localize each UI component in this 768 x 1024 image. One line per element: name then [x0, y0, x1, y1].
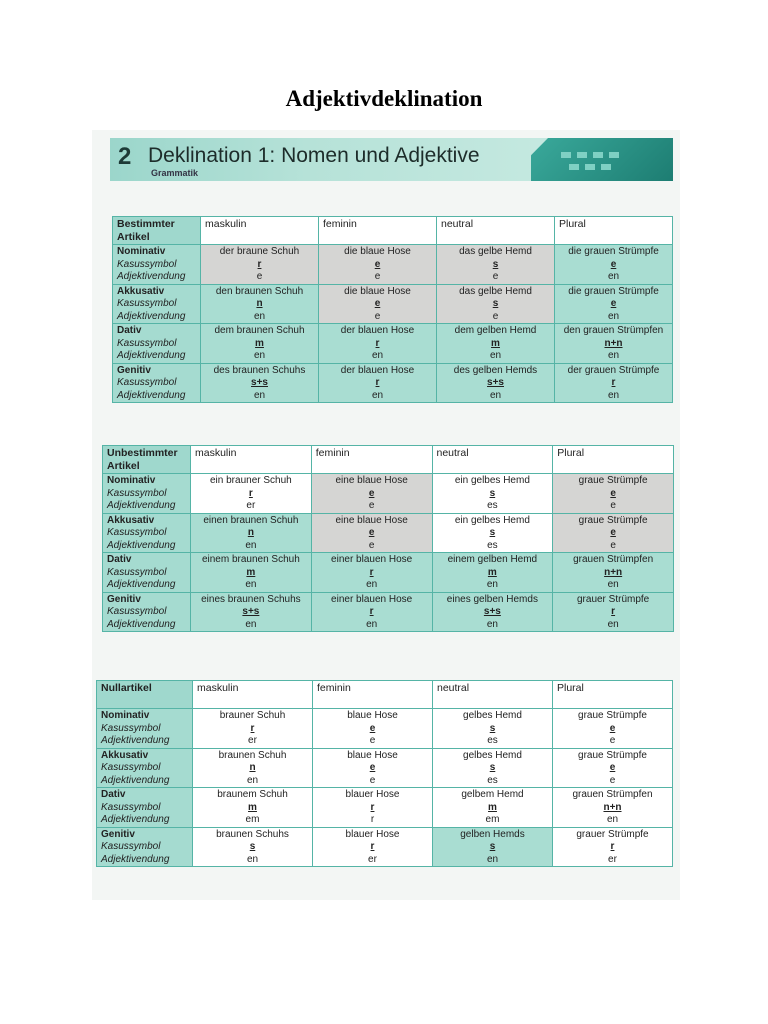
declension-cell	[319, 284, 437, 324]
case-label-cell	[103, 513, 191, 553]
case-label-cell	[103, 553, 191, 593]
case-symbol: e	[368, 527, 375, 538]
declension-cell	[433, 827, 553, 867]
gender-header: Plural	[553, 681, 673, 709]
adjective-ending: e	[369, 735, 376, 746]
case-symbol: n+n	[603, 801, 622, 813]
declension-cell	[313, 827, 433, 867]
article-type-label: Bestimmter	[117, 218, 175, 230]
example-phrase: ein brauner Schuh	[210, 475, 292, 486]
adjective-ending: e	[368, 539, 375, 551]
symbol-row-label: Kasussymbol	[107, 527, 167, 538]
example-phrase: des gelben Hemds	[453, 364, 538, 376]
example-phrase: einer blauen Hose	[331, 554, 413, 565]
article-type-header	[103, 446, 191, 474]
gender-header: neutral	[433, 681, 553, 709]
case-label-cell	[103, 592, 191, 632]
case-symbol: n+n	[604, 566, 623, 578]
header-row	[103, 446, 674, 474]
symbol-row-label: Kasussymbol	[117, 258, 177, 270]
example-phrase: eines gelben Hemds	[446, 593, 538, 605]
example-phrase: gelbes Hemd	[463, 710, 522, 721]
adjective-ending: e	[609, 774, 616, 786]
case-symbol: s	[489, 527, 496, 538]
example-phrase: graue Strümpfe	[578, 475, 648, 486]
symbol-row-label: Kasussymbol	[117, 298, 177, 309]
symbol-row-label: Kasussymbol	[117, 337, 177, 349]
example-phrase: die blaue Hose	[344, 246, 411, 257]
adjective-ending: em	[245, 814, 260, 825]
case-name: Nominativ	[101, 710, 150, 721]
example-phrase: grauen Strümpfen	[573, 554, 654, 565]
chapter-subtitle: Grammatik	[151, 168, 199, 178]
adjective-ending: en	[253, 310, 266, 322]
case-row	[97, 788, 673, 828]
article-type-header	[97, 681, 193, 709]
case-symbol: r	[369, 566, 374, 578]
declension-cell	[193, 748, 313, 788]
adjective-ending: en	[253, 350, 266, 361]
ending-row-label: Adjektivendung	[107, 500, 176, 511]
declension-cell	[553, 748, 673, 788]
case-symbol: r	[250, 722, 255, 734]
case-symbol: e	[610, 298, 617, 309]
symbol-row-label: Kasussymbol	[101, 722, 161, 734]
symbol-row-label: Kasussymbol	[101, 841, 161, 852]
scanned-textbook-page	[92, 130, 680, 900]
gender-header: maskulin	[201, 217, 319, 245]
case-symbol: m	[488, 801, 497, 813]
declension-cell	[191, 553, 312, 593]
adjective-ending: en	[245, 539, 257, 551]
case-symbol: m	[246, 566, 256, 578]
article-type-label: Unbestimmter	[107, 447, 178, 459]
example-phrase: grauen Strümpfen	[572, 789, 653, 800]
symbol-row-label: Kasussymbol	[107, 606, 167, 617]
declension-cell	[553, 592, 674, 632]
example-phrase: einem braunen Schuh	[201, 554, 300, 565]
case-name: Dativ	[107, 554, 132, 565]
symbol-row-label: Kasussymbol	[107, 487, 167, 499]
declension-cell	[313, 788, 433, 828]
declension-cell	[553, 709, 673, 749]
ending-row-label: Adjektivendung	[101, 814, 170, 825]
case-symbol: m	[491, 337, 500, 349]
declension-cell	[433, 709, 553, 749]
symbol-row-label: Kasussymbol	[107, 566, 167, 578]
example-phrase: das gelbe Hemd	[459, 246, 532, 257]
adjective-ending: en	[366, 618, 378, 630]
case-symbol: e	[369, 762, 376, 773]
adjective-ending: en	[486, 853, 499, 865]
gender-header: neutral	[432, 446, 553, 474]
case-symbol: s	[489, 841, 496, 852]
case-name: Genitiv	[117, 364, 151, 376]
case-name: Akkusativ	[107, 514, 155, 526]
declension-cell	[201, 284, 319, 324]
example-phrase: des braunen Schuhs	[213, 364, 306, 376]
blocks-illustration	[531, 138, 673, 181]
adjective-ending: e	[256, 271, 263, 282]
adjective-ending: en	[366, 579, 378, 590]
case-symbol: r	[370, 801, 375, 813]
case-row	[113, 245, 673, 285]
gender-header: maskulin	[193, 681, 313, 709]
case-row	[103, 513, 674, 553]
case-symbol: e	[374, 298, 381, 309]
adjective-ending: e	[374, 271, 381, 282]
declension-cell	[311, 474, 432, 514]
example-phrase: ein gelbes Hemd	[454, 475, 530, 486]
ending-row-label: Adjektivendung	[107, 618, 176, 630]
case-row	[103, 474, 674, 514]
case-row	[97, 709, 673, 749]
case-name: Genitiv	[107, 593, 141, 605]
symbol-row-label: Kasussymbol	[101, 762, 161, 773]
adjective-ending: en	[246, 853, 259, 865]
case-label-cell	[113, 284, 201, 324]
case-symbol: e	[610, 258, 617, 270]
case-symbol: s	[492, 258, 499, 270]
adjective-ending: en	[607, 579, 619, 590]
chapter-number: 2	[118, 143, 132, 170]
case-name: Dativ	[101, 789, 126, 800]
declension-cell	[553, 788, 673, 828]
declension-cell	[191, 474, 312, 514]
ending-row-label: Adjektivendung	[117, 310, 186, 322]
declension-cell	[432, 553, 553, 593]
article-type-label: Artikel	[107, 459, 140, 472]
ending-row-label: Adjektivendung	[107, 539, 176, 551]
case-symbol: r	[611, 606, 616, 617]
declension-cell	[553, 513, 674, 553]
case-symbol: s	[489, 722, 496, 734]
adjective-ending: en	[607, 310, 620, 322]
case-label-cell	[113, 324, 201, 364]
case-name: Nominativ	[107, 475, 156, 486]
case-name: Dativ	[117, 325, 142, 336]
adjective-ending: e	[492, 271, 499, 282]
case-symbol: r	[257, 258, 262, 270]
declension-cell	[191, 513, 312, 553]
case-symbol: n	[247, 527, 254, 538]
symbol-row-label: Kasussymbol	[101, 801, 161, 813]
gender-header: maskulin	[191, 446, 312, 474]
adjective-ending: en	[253, 389, 266, 401]
adjective-ending: en	[486, 618, 498, 630]
example-phrase: der grauen Strümpfe	[567, 364, 660, 376]
example-phrase: eine blaue Hose	[335, 514, 408, 526]
case-symbol: e	[374, 258, 381, 270]
case-row	[113, 324, 673, 364]
example-phrase: grauer Strümpfe	[576, 593, 650, 605]
ending-row-label: Adjektivendung	[117, 350, 186, 361]
case-label-cell	[97, 788, 193, 828]
case-symbol: e	[610, 527, 616, 538]
declension-cell	[432, 592, 553, 632]
case-symbol: s	[489, 487, 496, 499]
case-symbol: s	[492, 298, 499, 309]
declension-cell	[311, 553, 432, 593]
declension-cell	[555, 284, 673, 324]
declension-cell	[201, 245, 319, 285]
declension-cell	[319, 324, 437, 364]
case-label-cell	[113, 245, 201, 285]
case-label-cell	[103, 474, 191, 514]
declension-cell	[553, 474, 674, 514]
case-symbol: s	[489, 762, 496, 773]
case-name: Nominativ	[117, 246, 166, 257]
case-symbol: s+s	[483, 606, 501, 617]
example-phrase: eine blaue Hose	[335, 475, 408, 486]
case-symbol: m	[255, 337, 264, 349]
example-phrase: braunen Schuh	[218, 749, 287, 761]
example-phrase: blaue Hose	[347, 749, 398, 761]
case-symbol: r	[375, 377, 380, 388]
case-symbol: n	[256, 298, 263, 309]
declension-cell	[201, 363, 319, 403]
adjective-ending: e	[369, 774, 376, 786]
example-phrase: einer blauen Hose	[331, 593, 413, 605]
case-row	[103, 592, 674, 632]
case-symbol: r	[375, 337, 380, 349]
symbol-row-label: Kasussymbol	[117, 377, 177, 388]
adjective-ending: er	[248, 735, 257, 746]
case-symbol: n+n	[604, 337, 623, 349]
declension-cell	[201, 324, 319, 364]
definite-article-table	[112, 216, 673, 403]
example-phrase: gelbes Hemd	[463, 749, 522, 761]
case-symbol: e	[610, 487, 616, 499]
example-phrase: der blauen Hose	[340, 364, 415, 376]
adjective-ending: e	[368, 500, 375, 511]
case-label-cell	[97, 748, 193, 788]
declension-cell	[437, 284, 555, 324]
declension-cell	[193, 709, 313, 749]
adjective-ending: es	[487, 539, 498, 551]
example-phrase: braunen Schuhs	[216, 828, 289, 840]
declension-cell	[319, 363, 437, 403]
case-label-cell	[97, 827, 193, 867]
example-phrase: blauer Hose	[345, 828, 400, 840]
adjective-ending: en	[246, 774, 259, 786]
ending-row-label: Adjektivendung	[107, 579, 176, 590]
declension-cell	[432, 513, 553, 553]
case-symbol: n	[249, 762, 256, 773]
adjective-ending: en	[489, 389, 502, 401]
adjective-ending: en	[486, 579, 498, 590]
adjective-ending: en	[607, 389, 620, 401]
chapter-title: Deklination 1: Nomen und Adjektive	[148, 144, 480, 167]
gender-header: neutral	[437, 217, 555, 245]
adjective-ending: en	[245, 579, 257, 590]
adjective-ending: es	[487, 735, 498, 746]
adjective-ending: er	[368, 853, 377, 865]
case-symbol: e	[368, 487, 375, 499]
example-phrase: der braune Schuh	[219, 246, 300, 257]
adjective-ending: en	[245, 618, 257, 630]
declension-cell	[437, 363, 555, 403]
example-phrase: grauer Strümpfe	[576, 828, 649, 840]
case-symbol: m	[487, 566, 497, 578]
declension-cell	[555, 245, 673, 285]
example-phrase: den grauen Strümpfen	[563, 325, 664, 336]
case-row	[113, 284, 673, 324]
adjective-ending: en	[607, 271, 620, 282]
header-row	[97, 681, 673, 709]
gender-header: feminin	[319, 217, 437, 245]
case-symbol: r	[369, 606, 374, 617]
example-phrase: dem gelben Hemd	[454, 325, 537, 336]
declension-cell	[433, 788, 553, 828]
example-phrase: einen braunen Schuh	[203, 514, 299, 526]
case-symbol: r	[611, 377, 616, 388]
example-phrase: brauner Schuh	[219, 710, 286, 721]
case-row	[97, 827, 673, 867]
declension-cell	[437, 324, 555, 364]
adjective-ending: em	[485, 814, 500, 825]
adjective-ending: en	[607, 350, 620, 361]
example-phrase: blaue Hose	[347, 710, 398, 721]
adjective-ending: e	[609, 735, 616, 746]
declension-cell	[313, 709, 433, 749]
gender-header: feminin	[311, 446, 432, 474]
indefinite-article-table	[102, 445, 674, 632]
case-symbol: e	[609, 722, 616, 734]
case-symbol: r	[370, 841, 375, 852]
ending-row-label: Adjektivendung	[101, 853, 170, 865]
zero-article-table	[96, 680, 673, 867]
adjective-ending: e	[374, 310, 381, 322]
declension-cell	[555, 363, 673, 403]
gender-header: feminin	[313, 681, 433, 709]
example-phrase: den braunen Schuh	[215, 285, 304, 297]
case-name: Akkusativ	[117, 285, 165, 297]
example-phrase: graue Strümpfe	[578, 710, 647, 721]
case-row	[103, 553, 674, 593]
adjective-ending: r	[370, 814, 375, 825]
case-label-cell	[113, 363, 201, 403]
case-symbol: r	[248, 487, 253, 499]
example-phrase: blauer Hose	[345, 789, 400, 800]
example-phrase: ein gelbes Hemd	[454, 514, 530, 526]
adjective-ending: es	[487, 500, 498, 511]
declension-cell	[432, 474, 553, 514]
example-phrase: der blauen Hose	[340, 325, 415, 336]
case-symbol: e	[609, 762, 616, 773]
declension-cell	[311, 592, 432, 632]
case-symbol: s+s	[487, 377, 504, 388]
adjective-ending: en	[489, 350, 502, 361]
article-type-label: Artikel	[117, 230, 150, 243]
example-phrase: dem braunen Schuh	[214, 325, 305, 336]
ending-row-label: Adjektivendung	[117, 389, 186, 401]
gender-header: Plural	[553, 446, 674, 474]
case-symbol: s+s	[242, 606, 260, 617]
declension-cell	[313, 748, 433, 788]
example-phrase: das gelbe Hemd	[459, 285, 532, 297]
case-symbol: m	[248, 801, 257, 813]
example-phrase: einem gelben Hemd	[447, 554, 538, 565]
example-phrase: braunem Schuh	[217, 789, 288, 800]
adjective-ending: er	[608, 853, 617, 865]
declension-cell	[555, 324, 673, 364]
adjective-ending: es	[487, 774, 498, 786]
adjective-ending: en	[607, 618, 619, 630]
ending-row-label: Adjektivendung	[117, 271, 186, 282]
chapter-banner	[110, 138, 673, 181]
declension-cell	[433, 748, 553, 788]
declension-cell	[311, 513, 432, 553]
article-type-header	[113, 217, 201, 245]
declension-cell	[437, 245, 555, 285]
declension-cell	[191, 592, 312, 632]
case-symbol: e	[369, 722, 376, 734]
article-type-label: Nullartikel	[101, 682, 152, 694]
example-phrase: graue Strümpfe	[578, 514, 648, 526]
case-name: Genitiv	[101, 828, 135, 840]
example-phrase: graue Strümpfe	[578, 749, 647, 761]
gender-header: Plural	[555, 217, 673, 245]
example-phrase: die grauen Strümpfe	[568, 246, 659, 257]
adjective-ending: er	[246, 500, 256, 511]
adjective-ending: en	[606, 814, 619, 825]
example-phrase: gelben Hemds	[460, 828, 525, 840]
case-name: Akkusativ	[101, 749, 149, 761]
adjective-ending: en	[371, 350, 384, 361]
adjective-ending: e	[492, 310, 499, 322]
header-row	[113, 217, 673, 245]
declension-cell	[319, 245, 437, 285]
adjective-ending: en	[371, 389, 384, 401]
example-phrase: die grauen Strümpfe	[568, 285, 659, 297]
case-symbol: r	[610, 841, 615, 852]
example-phrase: die blaue Hose	[344, 285, 411, 297]
ending-row-label: Adjektivendung	[101, 774, 170, 786]
adjective-ending: e	[610, 539, 616, 551]
case-label-cell	[97, 709, 193, 749]
ending-row-label: Adjektivendung	[101, 735, 170, 746]
declension-cell	[553, 827, 673, 867]
case-symbol: s+s	[251, 377, 268, 388]
page-title: Adjektivdeklination	[285, 86, 483, 111]
adjective-ending: e	[610, 500, 616, 511]
declension-cell	[553, 553, 674, 593]
case-row	[97, 748, 673, 788]
declension-cell	[193, 788, 313, 828]
case-symbol: s	[249, 841, 256, 852]
case-row	[113, 363, 673, 403]
example-phrase: eines braunen Schuhs	[201, 593, 301, 605]
example-phrase: gelbem Hemd	[461, 789, 524, 800]
declension-cell	[193, 827, 313, 867]
